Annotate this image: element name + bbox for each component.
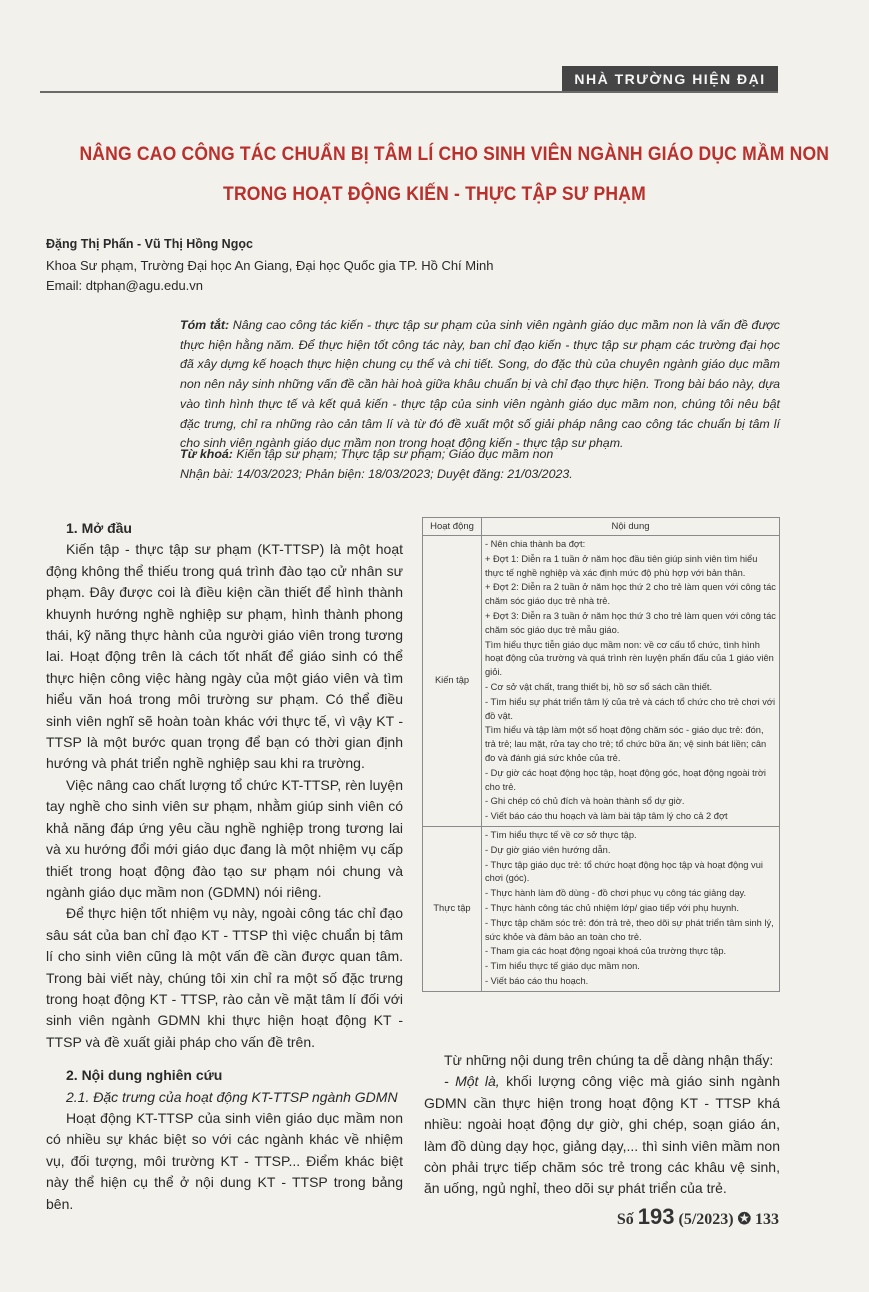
abstract-text: Nâng cao công tác kiến - thực tập sư phạm của sinh viên ngành giáo dục mầm non là vấn đề được thực hiện hằng năm. Để thực hiện tốt công tác này, ban chỉ đạo kiến - thực tập sư phạm các trường đại học đã xây dựng kế hoạch thực hiện chung cụ thể và chi tiết. Song, do đặc thù của chuyên ngành giáo dục mầm non nên nảy sinh những vấn đề cần hài hoà giữa khâu chuẩn bị và chỉ đạo thực hiện. Trong bài báo này, dựa vào tình hình thực tế và kết quả kiến - thực tập của sinh viên ngành giáo dục mầm non, chúng tôi nêu bật đặc trưng, chỉ ra những rào cản tâm lí và từ đó đề xuất một số giải pháp nâng cao công tác chuẩn bị tâm lí cho sinh viên ngành giáo dục mầm non trong hoạt động kiến - thực tập sư phạm. (180, 318, 780, 451)
section-2-heading: 2. Nội dung nghiên cứu (66, 1067, 223, 1084)
table-content-item: - Thực tập giáo dục trẻ: tổ chức hoạt động học tập và hoạt động vui chơi (góc). (485, 859, 763, 884)
activity-table (422, 517, 780, 992)
table-content-item: Tìm hiểu và tập làm một số hoạt động chăm sóc - giáo dục trẻ: đón, trả trẻ; lau mặt, rửa tay cho trẻ; tổ chức bữa ăn; vệ sinh bát liền; cân đo và đánh giá sức khỏe của trẻ. (485, 725, 767, 763)
table-header-content: Nội dung (482, 518, 780, 536)
table-content-item: - Nên chia thành ba đợt: (485, 539, 586, 549)
page-footer (617, 1204, 779, 1230)
paragraph-3: Để thực hiện tốt nhiệm vụ này, ngoài công tác chỉ đạo sâu sát của ban chỉ đạo KT - TTSP thì việc chuẩn bị tâm lí cho sinh viên cũng là một vấn đề cần được quan tâm. Trong bài viết này, chúng tôi xin chỉ ra một số đặc trưng trong hoạt động KT - TTSP, rào cản về mặt tâm lí đối với sinh viên ngành GDMN khi thực hiện hoạt động KT - TTSP và đề xuất giải pháp cho vấn đề trên. (46, 905, 403, 1050)
dates: Nhận bài: 14/03/2023; Phản biện: 18/03/2023; Duyệt đăng: 21/03/2023. (180, 467, 573, 481)
footer-issue: 193 (637, 1204, 675, 1229)
keywords-text: Kiến tập sư phạm; Thực tập sư phạm; Giáo dục mầm non (232, 447, 554, 461)
footer-symbol: ✪ (737, 1211, 751, 1228)
table-content-item: - Ghi chép có chủ đích và hoàn thành sổ dự giờ. (485, 796, 685, 807)
header-rule (40, 91, 778, 93)
table-content-item: Tìm hiểu thực tiễn giáo dục mầm non: về cơ cấu tổ chức, tình hình hoạt động của trường và quá trình rèn luyện phấn đấu của 1 giáo viên giỏi. (485, 639, 774, 678)
paragraph-1: Kiến tập - thực tập sư phạm (KT-TTSP) là một hoạt động không thể thiếu trong quá trình đào tạo cử nhân sư phạm. Đây được coi là điều kiện cần thiết để hình thành khuynh hướng nghề nghiệp sư phạm, hình thành phong thái, kỹ năng thực hành của người giáo viên trong tương lai. Hoạt động trên là cách tốt nhất để giáo sinh có thể thực hiện công việc hàng ngày của một giáo viên và tìm hiểu văn hoá trong môi trường sư phạm. Có thể điều sinh viên nghĩ sẽ hoàn toàn khác với thực tế, vì vậy KT - TTSP là một bước quan trọng để bạn có thời gian định hướng và phát triển nghề nghiệp sau khi ra trường. (46, 541, 403, 772)
left-column (46, 518, 403, 1215)
abstract-label: Tóm tắt: (180, 318, 230, 332)
table-content-item: - Viết báo cáo thu hoạch và làm bài tập tâm lý cho cả 2 đợt (485, 811, 728, 822)
table-content-item: + Đợt 1: Diễn ra 1 tuần ở năm học đầu tiên giúp sinh viên tìm hiểu thực tế nghề nghiệp và xác định mức độ phù hợp với bản thân. (485, 553, 758, 578)
paragraph-6 (424, 1071, 780, 1199)
footer-prefix: Số (616, 1211, 638, 1228)
keywords (180, 445, 553, 464)
table-content-item: - Thực tập chăm sóc trẻ: đón trả trẻ, theo dõi sự phát triển tâm sinh lý, sức khỏe và đảm bảo an toàn cho trẻ. (485, 917, 774, 942)
page-number: 133 (751, 1211, 779, 1228)
table-content-item: - Dự giờ các hoạt động học tập, hoạt động góc, hoạt động ngoài trời cho trẻ. (485, 767, 766, 792)
section-1-heading: 1. Mở đầu (66, 520, 132, 536)
abstract (180, 316, 780, 454)
paragraph-5: Từ những nội dung trên chúng ta dễ dàng nhận thấy: (444, 1052, 774, 1068)
paragraph-6-text: khối lượng công việc mà giáo sinh ngành GDMN cần thực hiện trong hoạt động KT - TTSP khá nhiều: ngoài hoạt động dự giờ, ghi chép, soạn giáo án, làm đồ dùng dạy học, giảng dạy,... thì sinh viên mầm non còn phải trực tiếp chăm sóc trẻ trong các khâu vệ sinh, ăn uống, ngủ nghỉ, theo dõi sự phát triển của trẻ. (424, 1073, 780, 1197)
table-header-activity: Hoạt động (423, 518, 482, 536)
table-content-item: - Cơ sở vật chất, trang thiết bị, hồ sơ sổ sách cần thiết. (485, 681, 713, 692)
table-row (423, 536, 780, 827)
paragraph-2: Việc nâng cao chất lượng tổ chức KT-TTSP, rèn luyện tay nghề cho sinh viên sư phạm, nhằm giúp sinh viên có khả năng đáp ứng yêu cầu nghề nghiệp trong tương lai và xu hướng đổi mới giáo dục đang là một nhiệm vụ cấp thiết trong hoạt động đào tạo sư phạm nói chung và ngành giáo dục mầm non (GDMN) nói riêng. (46, 776, 403, 900)
table-content-item: - Tìm hiểu sự phát triển tâm lý của trẻ và cách tổ chức cho trẻ chơi với đồ vật. (485, 696, 776, 721)
keywords-label: Từ khoá: (180, 447, 233, 461)
table-cell-activity: Thực tập (423, 826, 482, 991)
table-cell-content (482, 536, 780, 827)
email: Email: dtphan@agu.edu.vn (46, 278, 204, 293)
table-content-item: - Thực hành làm đồ dùng - đồ chơi phục vụ công tác giảng dạy. (485, 888, 747, 899)
table-content-item: - Tìm hiểu thực tế giáo dục mầm non. (485, 961, 640, 972)
table-content-item: + Đợt 2: Diễn ra 2 tuần ở năm học thứ 2 cho trẻ làm quen với công tác chăm sóc giáo dục trẻ nhà trẻ. (485, 582, 776, 607)
right-column-text (424, 1050, 780, 1200)
table-content-item: - Tìm hiểu thực tế về cơ sở thực tập. (485, 829, 637, 840)
table-content-item: - Tham gia các hoạt động ngoại khoá của trường thực tập. (485, 946, 727, 957)
table-cell-activity: Kiến tập (423, 536, 482, 827)
section-banner: NHÀ TRƯỜNG HIỆN ĐẠI (562, 66, 778, 92)
article-title-line-2: TRONG HOẠT ĐỘNG KIẾN - THỰC TẬP SƯ PHẠM (223, 183, 646, 205)
table-row (423, 826, 780, 991)
paragraph-4: Hoạt động KT-TTSP của sinh viên giáo dục mầm non có nhiều sự khác biệt so với các ngành khác về nhiệm vụ, đối tượng, môi trường KT - TTSP... Điểm khác biệt này thể hiện cụ thể ở nội dung KT - TTSP trong bảng bên. (46, 1109, 403, 1212)
table-content-item: - Dự giờ giáo viên hướng dẫn. (485, 844, 611, 855)
affiliation: Khoa Sư phạm, Trường Đại học An Giang, Đại học Quốc gia TP. Hồ Chí Minh (46, 258, 494, 273)
section-2-1-heading: 2.1. Đặc trưng của hoạt động KT-TTSP ngành GDMN (66, 1088, 398, 1105)
authors: Đặng Thị Phấn - Vũ Thị Hồng Ngọc (46, 237, 253, 251)
footer-date: (5/2023) (674, 1211, 738, 1228)
article-title-line-1: NÂNG CAO CÔNG TÁC CHUẨN BỊ TÂM LÍ CHO SINH VIÊN NGÀNH GIÁO DỤC MẦM NON (79, 143, 830, 165)
table-content-item: - Thực hành công tác chủ nhiệm lớp/ giao tiếp với phụ huynh. (485, 902, 739, 913)
table-content-item: + Đợt 3: Diễn ra 3 tuần ở năm học thứ 3 cho trẻ làm quen với công tác chăm sóc giáo dục trẻ mẫu giáo. (485, 610, 776, 635)
table-content-item: - Viết báo cáo thu hoạch. (485, 975, 589, 986)
paragraph-6-lead: - Một là, (444, 1073, 500, 1090)
table-cell-content (482, 826, 780, 991)
